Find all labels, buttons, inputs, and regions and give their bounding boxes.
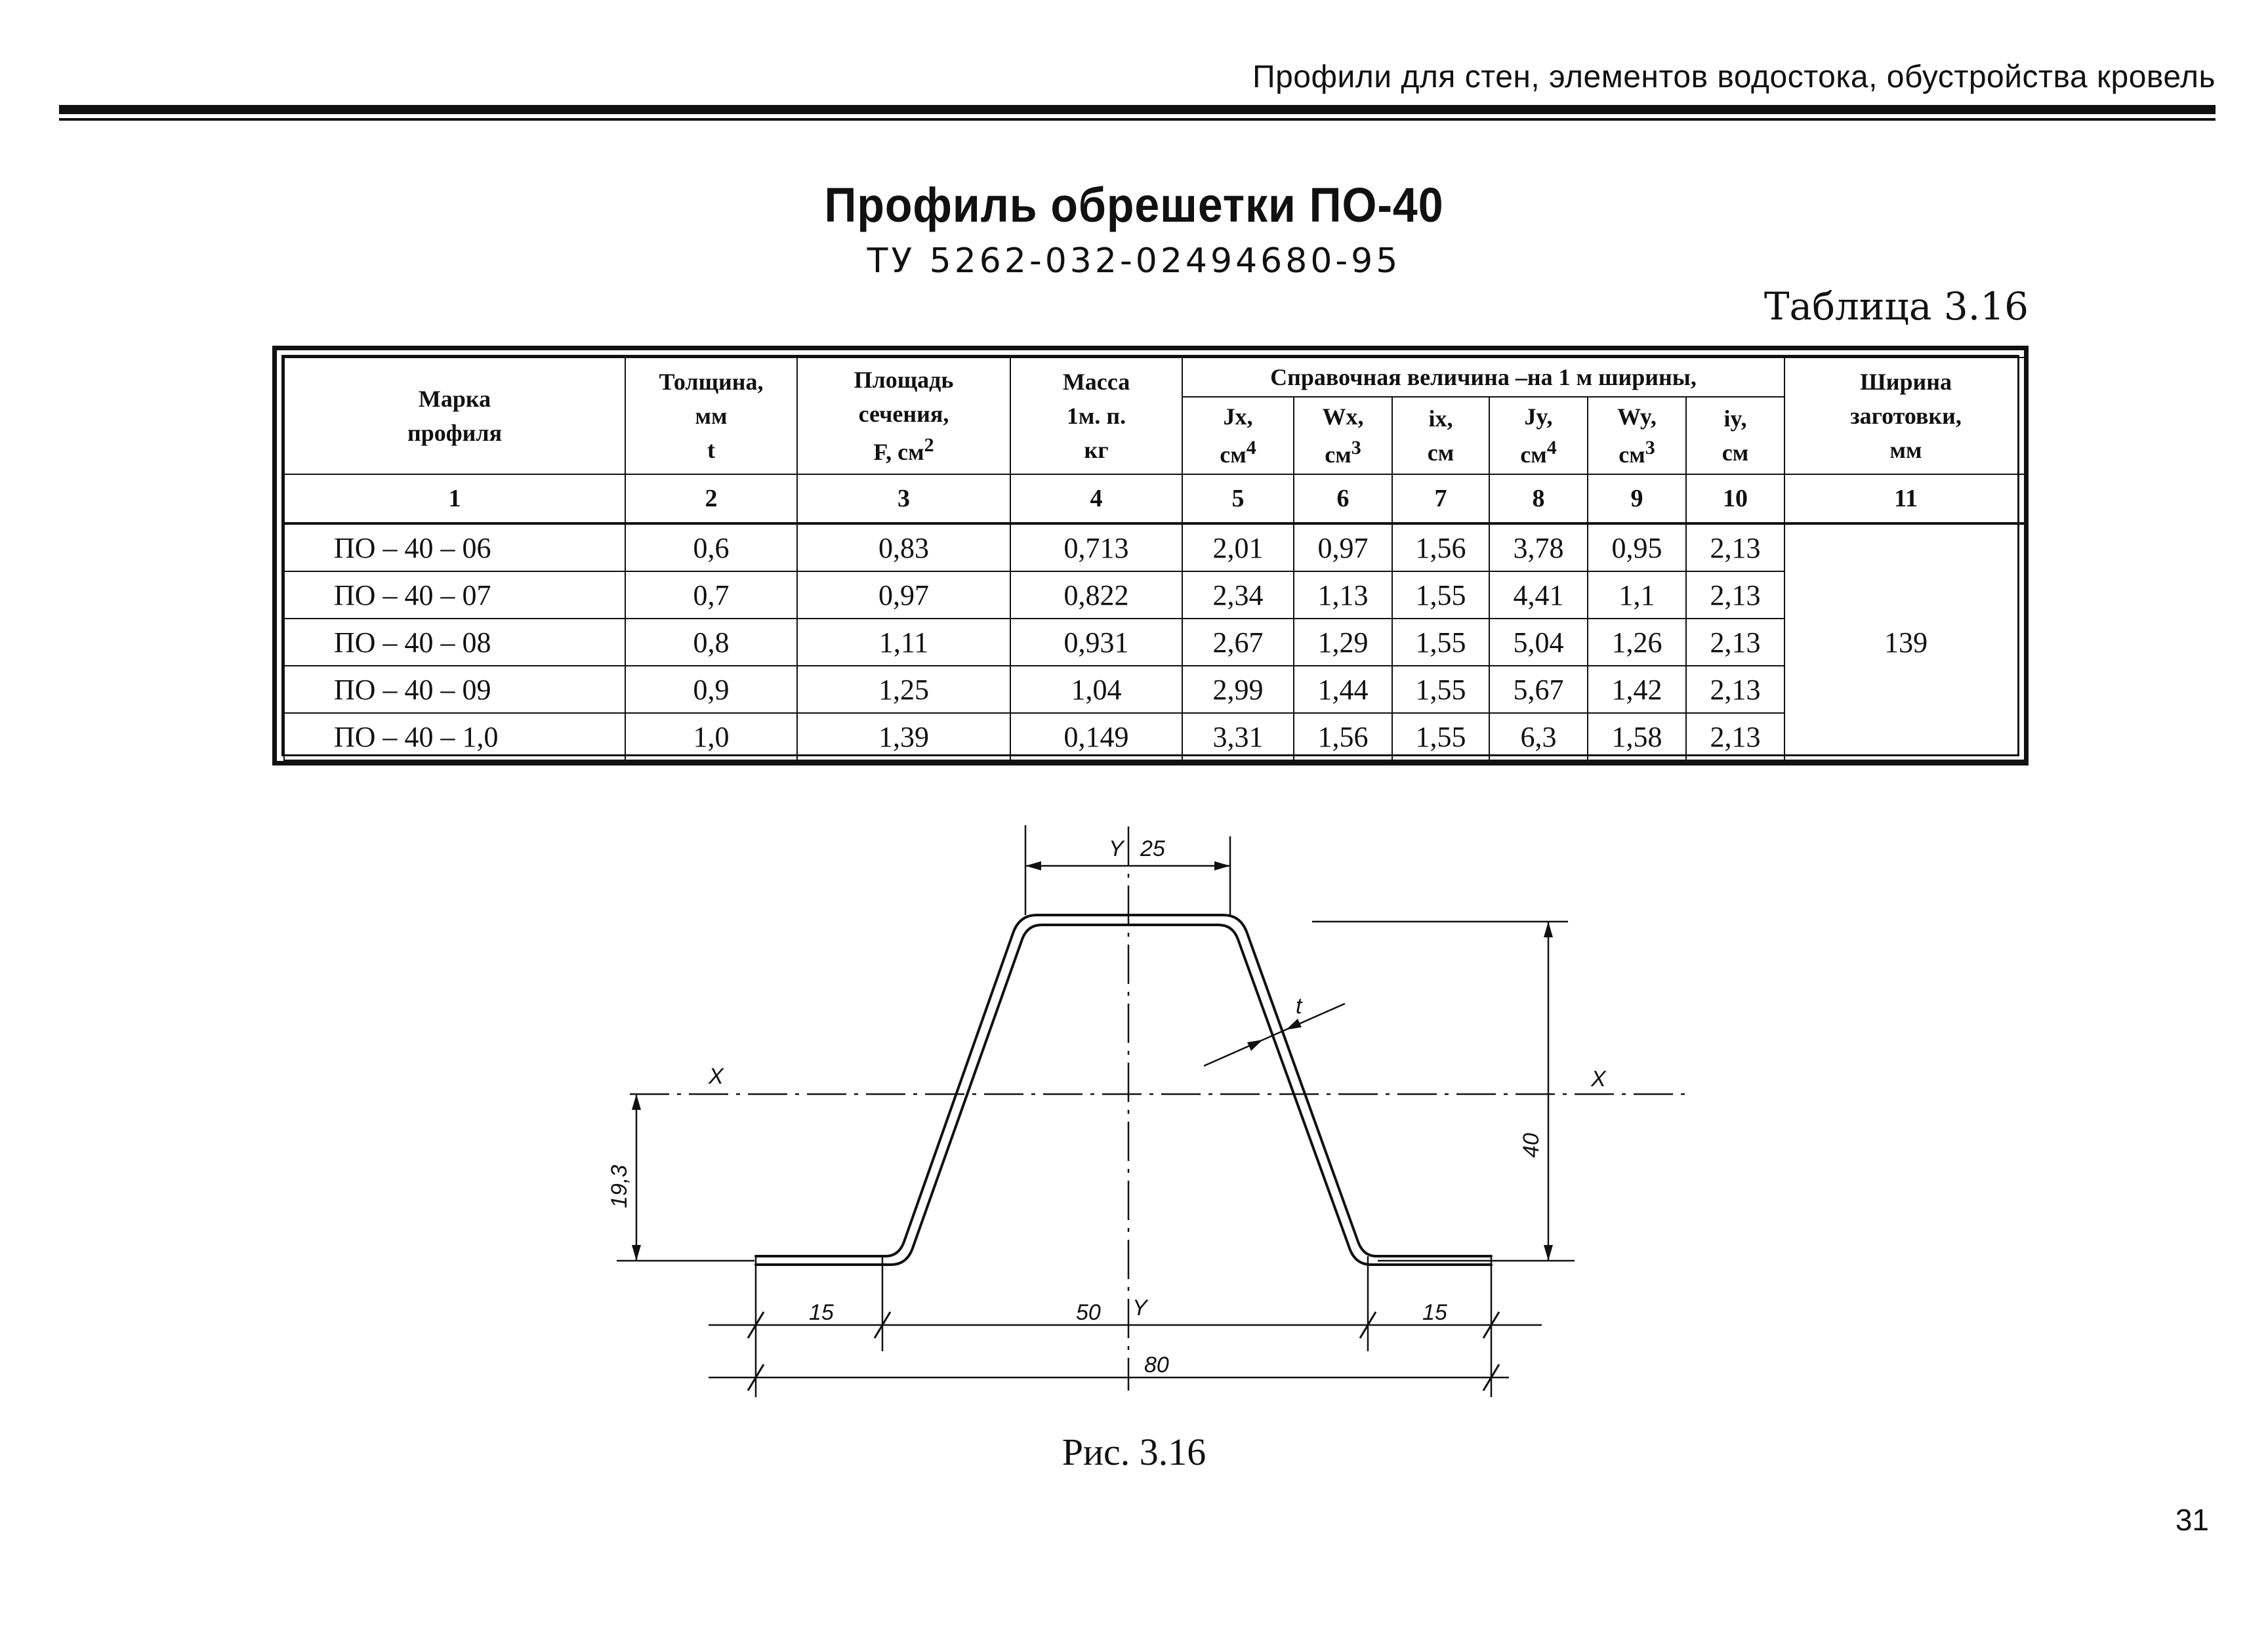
column-number: 7 <box>1392 474 1489 523</box>
cell-wy: 0,95 <box>1588 523 1686 571</box>
cell-area: 0,97 <box>797 571 1010 619</box>
cell-area: 1,39 <box>797 713 1010 760</box>
cell-thickness: 0,8 <box>625 619 797 666</box>
cell-iy: 2,13 <box>1686 666 1784 713</box>
cell-iy: 2,13 <box>1686 523 1784 571</box>
spec-number: ТУ 5262-032-02494680-95 <box>867 241 1401 281</box>
column-number: 3 <box>797 474 1010 523</box>
cell-mark: ПО – 40 – 07 <box>284 571 625 619</box>
cell-wx: 1,29 <box>1294 619 1392 666</box>
label-dim-flange-left: 15 <box>809 1300 834 1325</box>
page-title: Профиль обрешетки ПО-40 <box>824 178 1444 232</box>
cell-jx: 2,34 <box>1182 571 1294 619</box>
header-ix: ix, см <box>1392 397 1489 474</box>
cell-mark: ПО – 40 – 09 <box>284 666 625 713</box>
header-blank-width: Ширина заготовки, мм <box>1784 357 2027 474</box>
cell-wx: 0,97 <box>1294 523 1392 571</box>
cell-wy: 1,58 <box>1588 713 1686 760</box>
cell-mass: 1,04 <box>1010 666 1182 713</box>
cell-wx: 1,44 <box>1294 666 1392 713</box>
cell-mass: 0,822 <box>1010 571 1182 619</box>
label-thickness: t <box>1296 994 1302 1019</box>
cell-ix: 1,56 <box>1392 523 1489 571</box>
header-rule-thick <box>59 105 2216 114</box>
cell-blank-width: 139 <box>1784 523 2027 760</box>
header-jy: Jy, $см^4$ <box>1489 397 1588 474</box>
header-wx: Wx, $см^3$ <box>1294 397 1392 474</box>
cell-wy: 1,26 <box>1588 619 1686 666</box>
cell-thickness: 1,0 <box>625 713 797 760</box>
table-row <box>284 713 2027 760</box>
arrow <box>1286 1019 1302 1030</box>
cell-area: 0,83 <box>797 523 1010 571</box>
column-number: 11 <box>1784 474 2027 523</box>
arrow <box>632 1245 641 1261</box>
header-iy: iy, см <box>1686 397 1784 474</box>
cell-jy: 5,04 <box>1489 619 1588 666</box>
label-axis-y-bottom: Y <box>1132 1295 1147 1320</box>
cell-jx: 2,67 <box>1182 619 1294 666</box>
column-number: 10 <box>1686 474 1784 523</box>
figure-caption: Рис. 3.16 <box>1062 1431 1206 1473</box>
column-number: 4 <box>1010 474 1182 523</box>
table-row <box>284 619 2027 666</box>
label-dim-base: 50 <box>1076 1300 1101 1325</box>
profile-drawing <box>0 813 2268 1430</box>
column-number-row <box>284 474 2027 523</box>
table-frame <box>272 346 2029 765</box>
cell-wx: 1,13 <box>1294 571 1392 619</box>
cell-mark: ПО – 40 – 08 <box>284 619 625 666</box>
column-number: 2 <box>625 474 797 523</box>
column-number: 9 <box>1588 474 1686 523</box>
header-mass: Масса 1м. п. кг <box>1010 357 1182 474</box>
header-area: Площадь сечения, F, $см^2$ <box>797 357 1010 474</box>
cell-mass: 0,713 <box>1010 523 1182 571</box>
cell-mark: ПО – 40 – 1,0 <box>284 713 625 760</box>
cell-jy: 4,41 <box>1489 571 1588 619</box>
cell-iy: 2,13 <box>1686 619 1784 666</box>
label-axis-x-left: X <box>709 1064 724 1089</box>
arrow <box>1214 861 1230 870</box>
cell-mass: 0,149 <box>1010 713 1182 760</box>
profile-table <box>283 357 2028 761</box>
cell-iy: 2,13 <box>1686 571 1784 619</box>
label-dim-centroid: 19,3 <box>607 1164 632 1208</box>
cell-mass: 0,931 <box>1010 619 1182 666</box>
header-thickness: Толщина, мм t <box>625 357 797 474</box>
cell-jy: 3,78 <box>1489 523 1588 571</box>
label-dim-top-width: 25 <box>1140 836 1165 861</box>
table-row <box>284 523 2027 571</box>
label-dim-flange-right: 15 <box>1422 1300 1447 1325</box>
label-dim-total: 80 <box>1144 1353 1169 1377</box>
arrow <box>1544 1245 1553 1261</box>
table-row <box>284 666 2027 713</box>
arrow <box>1544 922 1553 937</box>
cell-wy: 1,1 <box>1588 571 1686 619</box>
cell-jx: 3,31 <box>1182 713 1294 760</box>
header-jx: Jx, $см^4$ <box>1182 397 1294 474</box>
cell-thickness: 0,6 <box>625 523 797 571</box>
cell-iy: 2,13 <box>1686 713 1784 760</box>
header-mark: Марка профиля <box>284 357 625 474</box>
cell-ix: 1,55 <box>1392 666 1489 713</box>
thickness-leader <box>1204 1004 1345 1066</box>
arrow <box>1247 1040 1263 1051</box>
column-number: 5 <box>1182 474 1294 523</box>
table-row <box>284 571 2027 619</box>
header-reference-group: Справочная величина –на 1 м ширины, <box>1182 357 1784 397</box>
page-number: 31 <box>2175 1503 2209 1537</box>
cell-thickness: 0,7 <box>625 571 797 619</box>
cell-jy: 5,67 <box>1489 666 1588 713</box>
cell-jx: 2,01 <box>1182 523 1294 571</box>
cell-area: 1,11 <box>797 619 1010 666</box>
running-header: Профили для стен, элементов водостока, обустройства кровель <box>1252 60 2216 94</box>
cell-mark: ПО – 40 – 06 <box>284 523 625 571</box>
cell-wx: 1,56 <box>1294 713 1392 760</box>
table-label: Таблица 3.16 <box>1763 284 2029 329</box>
column-number: 6 <box>1294 474 1392 523</box>
cell-thickness: 0,9 <box>625 666 797 713</box>
column-number: 8 <box>1489 474 1588 523</box>
cell-ix: 1,55 <box>1392 713 1489 760</box>
cell-ix: 1,55 <box>1392 619 1489 666</box>
cell-ix: 1,55 <box>1392 571 1489 619</box>
column-number: 1 <box>284 474 625 523</box>
cell-jx: 2,99 <box>1182 666 1294 713</box>
label-axis-x-right: X <box>1591 1067 1606 1091</box>
label-axis-y-top: Y <box>1109 836 1124 861</box>
profile-outline-outer <box>756 915 1491 1256</box>
header-rule-thin <box>59 118 2216 121</box>
cell-jy: 6,3 <box>1489 713 1588 760</box>
header-wy: Wy, $см^3$ <box>1588 397 1686 474</box>
label-dim-height: 40 <box>1519 1133 1544 1158</box>
arrow <box>1025 861 1041 870</box>
cell-wy: 1,42 <box>1588 666 1686 713</box>
cell-area: 1,25 <box>797 666 1010 713</box>
arrow <box>632 1094 641 1110</box>
